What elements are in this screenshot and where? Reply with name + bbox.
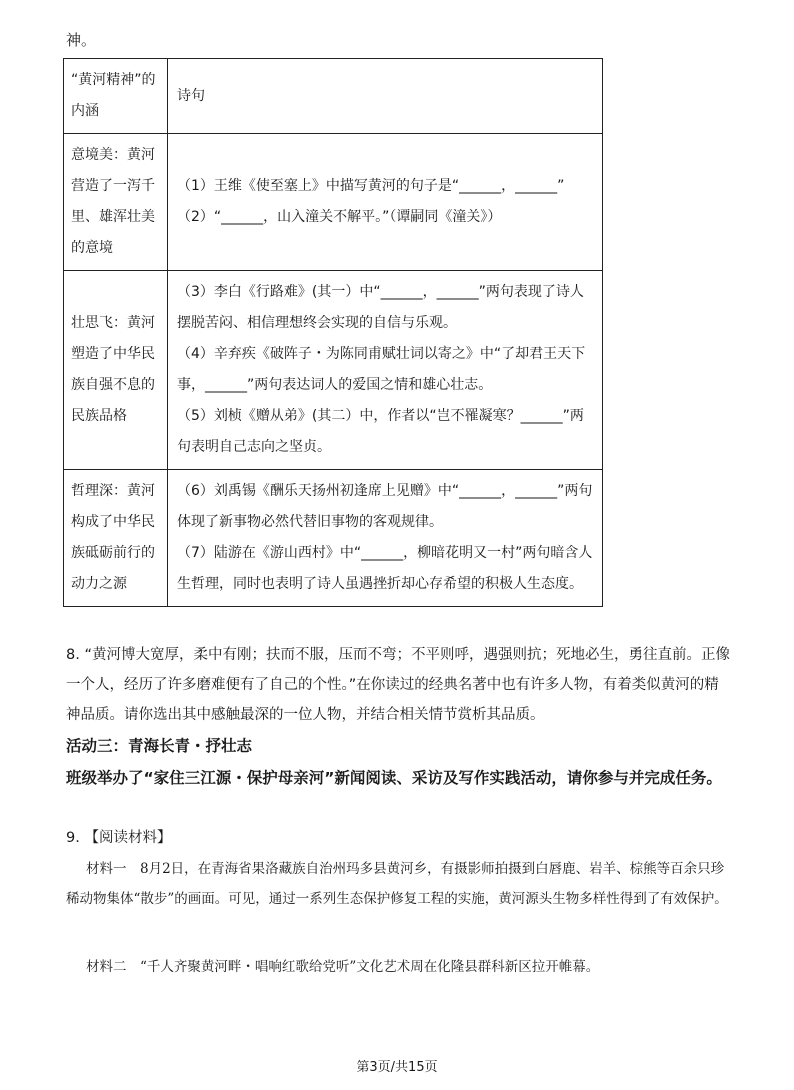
header-verses: 诗句 [168,59,603,134]
row-verses [168,134,603,271]
row-meaning: 哲理深：黄河构成了中华民族砥砺前行的动力之源 [64,470,168,607]
row-verses [168,271,603,470]
activity-3-title: 活动三：青海长青・抒壮志 [66,737,253,755]
verse-line: （3）李白《行路难》(其一）中“______，______”两句表现了诗人摆脱苦闷、相信理想终会实现的自信与乐观。 [177,284,584,331]
table-row [64,271,603,470]
verse-line: （1）王维《使至塞上》中描写黄河的句子是“______，______” [177,178,565,194]
header-meaning: “黄河精神”的内涵 [64,59,168,134]
verse-line: （7）陆游在《游山西村》中“______，柳暗花明又一村”两句暗含人生哲理，同时也表明了诗人虽遇挫折却心存希望的积极人生态度。 [177,545,593,592]
top-line: 神。 [66,31,97,49]
material-2: 材料二 “千人齐聚黄河畔・唱响红歌给党听”文化艺术周在化隆县群科新区拉开帷幕。 [86,959,600,975]
table-header-row [64,59,603,134]
page-footer: 第3页/共15页 [356,1060,438,1075]
verse-line: （2）“______，山入潼关不解平。”（谭嗣同《潼关》） [177,209,502,225]
question-9-heading: 9. 【阅读材料】 [66,830,172,846]
table-row [64,134,603,271]
activity-3-description: 班级举办了“家住三江源・保护母亲河”新闻阅读、采访及写作实践活动，请你参与并完成任务。 [66,769,722,787]
material-1: 材料一 8月2日，在青海省果洛藏族自治州玛多县黄河乡，有摄影师拍摄到白唇鹿、岩羊、棕熊等百余只珍稀动物集体“散步”的画面。可见，通过一系列生态保护修复工程的实施，黄河源头生物多样性得到了有效保护。 [66,861,728,907]
verse-line: （6）刘禹锡《酬乐天扬州初逢席上见赠》中“______，______”两句体现了新事物必然代替旧事物的客观规律。 [177,483,593,530]
poem-table [63,58,603,607]
table-row [64,470,603,607]
row-meaning: 壮思飞：黄河塑造了中华民族自强不息的民族品格 [64,271,168,470]
question-8: 8. “黄河博大宽厚，柔中有刚；扶而不服，压而不弯；不平则呼，遇强则抗；死地必生，勇往直前。正像一个人，经历了许多磨难便有了自己的个性。”在你读过的经典名著中也有许多人物，有着类似黄河的精神品质。请你选出其中感触最深的一位人物，并结合相关情节赏析其品质。 [66,647,730,723]
row-meaning: 意境美：黄河营造了一泻千里、雄浑壮美的意境 [64,134,168,271]
row-verses [168,470,603,607]
verse-line: （4）辛弃疾《破阵子・为陈同甫赋壮词以寄之》中“了却君王天下事，______”两句表达词人的爱国之情和雄心壮志。 [177,346,586,393]
verse-line: （5）刘桢《赠从弟》(其二）中，作者以“岂不罹凝寒？______”两句表明自己志向之坚贞。 [177,408,584,455]
